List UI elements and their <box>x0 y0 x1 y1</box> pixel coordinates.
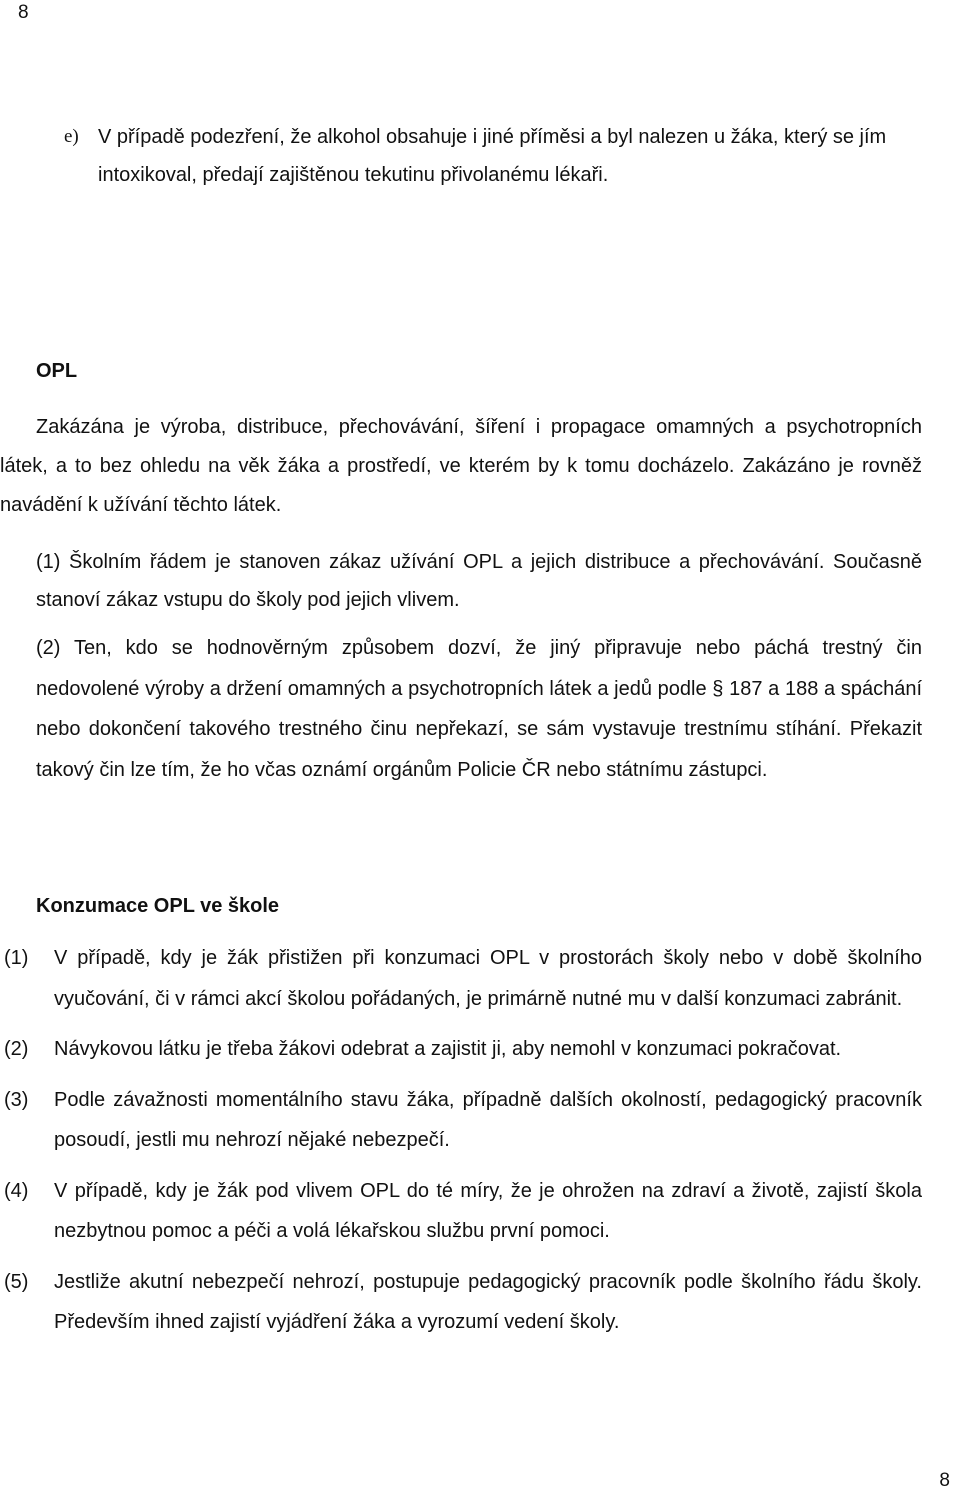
page-number-top: 8 <box>18 2 29 23</box>
list-number: (3) <box>4 1088 29 1111</box>
page-number-bottom: 8 <box>939 1470 950 1491</box>
list-item-text: Podle závažnosti momentálního stavu žáka, případně dalších okolností, pedagogický pracovník posoudí, jestli mu nehrozí nějaké nebezpečí. <box>54 1088 922 1151</box>
list-item <box>4 1080 922 1161</box>
opl-paragraph-2: (2) Ten, kdo se hodnověrným způsobem dozví, že jiný připravuje nebo páchá trestný čin nedovolené výroby a držení omamných a psychotropních látek a jedů podle § 187 a 188 a spáchání nebo dokončení takového trestného činu nepřekazí, se sám vystavuje trestnímu stíhání. Překazit takový čin lze tím, že ho včas oznámí orgánům Policie ČR nebo státnímu zástupci. <box>36 637 922 781</box>
opl-paragraph-1: (1) Školním řádem je stanoven zákaz užívání OPL a jejich distribuce a přechovávání. Současně stanoví zákaz vstupu do školy pod jejich vlivem. <box>36 551 922 611</box>
list-item-text: V případě, kdy je žák přistižen při konzumaci OPL v prostorách školy nebo v době školního vyučování, či v rámci akcí školou pořádaných, je primárně nutné mu v další konzumaci zabránit. <box>54 947 922 1010</box>
konzumace-list <box>4 938 922 1343</box>
list-item-text: Jestliže akutní nebezpečí nehrozí, postupuje pedagogický pracovník podle školního řádu školy. Především ihned zajistí vyjádření žáka a vyrozumí vedení školy. <box>54 1270 922 1333</box>
list-item <box>4 1171 922 1252</box>
list-item <box>4 1262 922 1343</box>
list-marker: e) <box>64 126 79 147</box>
opl-intro-paragraph: Zakázána je výroba, distribuce, přechovávání, šíření i propagace omamných a psychotropních látek, a to bez ohledu na věk žáka a prostředí, ve kterém by k tomu docházelo. Zakázáno je rovněž navádění k užívání těchto látek. <box>0 416 922 516</box>
list-item-text: V případě, kdy je žák pod vlivem OPL do té míry, že je ohrožen na zdraví a životě, zajistí škola nezbytnou pomoc a péči a volá lékařskou službu první pomoci. <box>54 1179 922 1242</box>
section-heading-opl: OPL <box>36 360 78 382</box>
list-number: (1) <box>4 947 29 969</box>
list-number: (5) <box>4 1270 29 1293</box>
section-heading-konzumace: Konzumace OPL ve škole <box>36 895 280 917</box>
list-item-e <box>64 118 924 194</box>
list-item <box>4 938 922 1019</box>
list-number: (4) <box>4 1179 29 1202</box>
list-item-text: V případě podezření, že alkohol obsahuje i jiné příměsi a byl nalezen u žáka, který se jím intoxikoval, předají zajištěnou tekutinu přivolanému lékaři. <box>98 126 887 186</box>
list-item-text: Návykovou látku je třeba žákovi odebrat a zajistit ji, aby nemohl v konzumaci pokračovat. <box>54 1038 842 1060</box>
list-number: (2) <box>4 1038 29 1060</box>
list-item <box>4 1029 922 1070</box>
